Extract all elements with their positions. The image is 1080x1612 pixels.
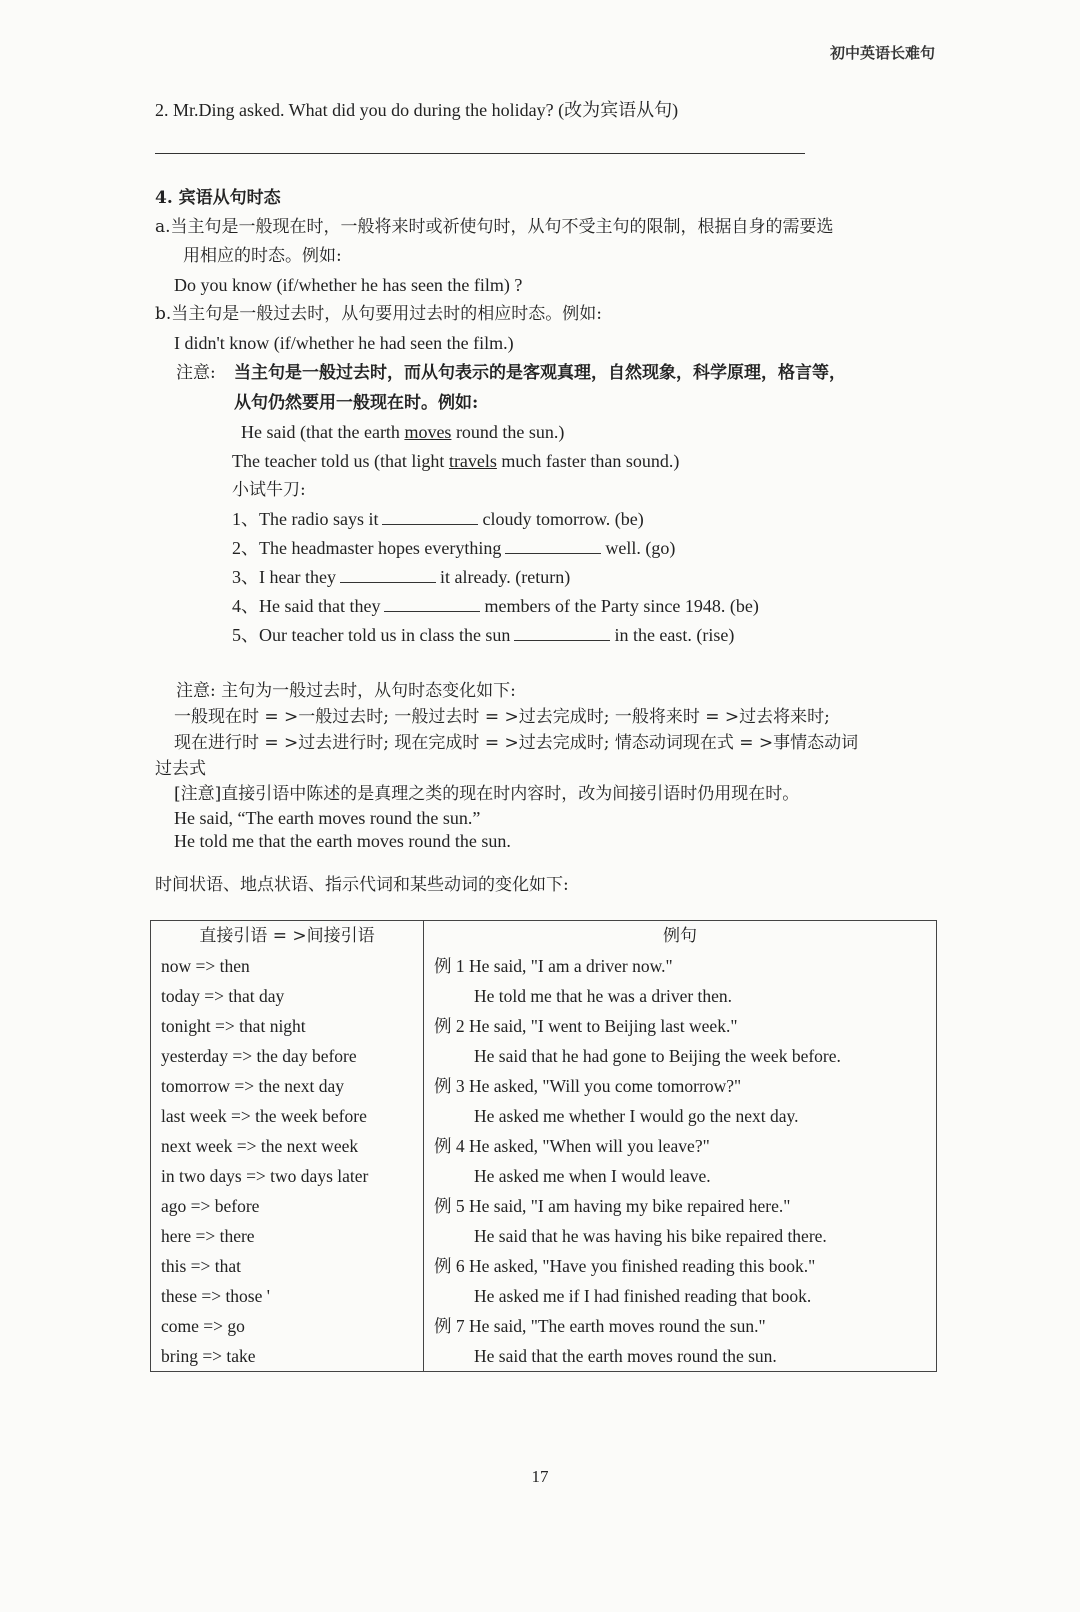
practice-item: 5、Our teacher told us in class the sun in the east. (rise): [232, 625, 735, 645]
rule-a-line2: 用相应的时态。例如:: [183, 246, 342, 266]
conversion-cell: yesterday => the day before: [151, 1041, 424, 1071]
table-row: [151, 1131, 937, 1161]
conversion-cell: here => there: [151, 1221, 424, 1251]
table-header-row: [151, 921, 937, 952]
table-row: [151, 1221, 937, 1251]
practice-item: 2、The headmaster hopes everything well. (go): [232, 538, 676, 558]
table-row: [151, 1281, 937, 1311]
conversion-cell: next week => the next week: [151, 1131, 424, 1161]
example-cell: He asked me whether I would go the next day.: [474, 1106, 799, 1126]
question-2: 2. Mr.Ding asked. What did you do during the holiday? (改为宾语从句): [155, 100, 679, 120]
table-row: [151, 1101, 937, 1131]
practice-item: 1、The radio says it cloudy tomorrow. (be): [232, 509, 644, 529]
example-cell: He told me that he was a driver then.: [474, 986, 733, 1006]
note-line1: 当主句是一般过去时，而从句表示的是客观真理，自然现象，科学原理，格言等，: [234, 363, 846, 383]
rule-a-line1: a.当主句是一般现在时，一般将来时或祈使句时，从句不受主句的限制，根据自身的需要选: [155, 217, 834, 237]
conversion-table: [150, 920, 937, 1372]
table-row: [151, 1191, 937, 1221]
page-header: 初中英语长难句: [829, 44, 935, 62]
table-row: [151, 1251, 937, 1281]
example-cell: He asked me if I had finished reading that book.: [474, 1286, 812, 1306]
answer-line: [155, 153, 805, 154]
example-cell: 例 6 He asked, "Have you finished reading this book.": [434, 1256, 816, 1276]
tense-note-line2: 一般现在时 = >一般过去时; 一般过去时 = >过去完成时; 一般将来时 = >过去将来时;: [174, 707, 830, 727]
table-row: [151, 1341, 937, 1372]
conversion-cell: bring => take: [151, 1341, 424, 1372]
rule-b-example: I didn't know (if/whether he had seen the film.): [174, 333, 514, 353]
example-cell: 例 3 He asked, "Will you come tomorrow?": [434, 1076, 742, 1096]
conversion-cell: in two days => two days later: [151, 1161, 424, 1191]
practice-item: 4、He said that they members of the Party since 1948. (be): [232, 596, 759, 616]
conversion-cell: tomorrow => the next day: [151, 1071, 424, 1101]
example-cell: He said that the earth moves round the sun.: [474, 1346, 777, 1366]
example-cell: He said that he was having his bike repaired there.: [474, 1226, 827, 1246]
example-cell: 例 5 He said, "I am having my bike repaired here.": [434, 1196, 791, 1216]
tense-note-line5: [注意]直接引语中陈述的是真理之类的现在时内容时，改为间接引语时仍用现在时。: [174, 784, 800, 804]
tense-note-line6: He said, “The earth moves round the sun.”: [174, 808, 481, 828]
conversion-cell: now => then: [151, 951, 424, 981]
conversion-cell: ago => before: [151, 1191, 424, 1221]
conversion-cell: last week => the week before: [151, 1101, 424, 1131]
table-row: [151, 951, 937, 981]
tense-note-line3: 现在进行时 = >过去进行时; 现在完成时 = >过去完成时; 情态动词现在式 = >事情态动词: [174, 733, 859, 753]
example-cell: He asked me when I would leave.: [474, 1166, 711, 1186]
tense-note-line7: He told me that the earth moves round the sun.: [174, 831, 511, 851]
tense-note-line1: 注意: 主句为一般过去时，从句时态变化如下:: [176, 681, 516, 701]
example-cell: 例 4 He asked, "When will you leave?": [434, 1136, 710, 1156]
table-row: [151, 1041, 937, 1071]
column-header: 例句: [663, 926, 697, 946]
note-label: 注意:: [176, 363, 216, 383]
example-cell: 例 2 He said, "I went to Beijing last week.": [434, 1016, 738, 1036]
note-line2: 从句仍然要用一般现在时。例如:: [234, 393, 479, 413]
conversion-cell: come => go: [151, 1311, 424, 1341]
table-row: [151, 1311, 937, 1341]
rule-b-line: b.当主句是一般过去时，从句要用过去时的相应时态。例如:: [155, 304, 603, 324]
rule-a-example: Do you know (if/whether he has seen the film) ?: [174, 275, 523, 295]
table-caption: 时间状语、地点状语、指示代词和某些动词的变化如下:: [155, 875, 569, 895]
note-example-1: He said (that the earth moves round the sun.): [241, 422, 565, 442]
practice-title: 小试牛刀:: [232, 480, 306, 500]
conversion-cell: this => that: [151, 1251, 424, 1281]
table-row: [151, 981, 937, 1011]
example-cell: He said that he had gone to Beijing the week before.: [474, 1046, 841, 1066]
practice-item: 3、I hear they it already. (return): [232, 567, 571, 587]
example-cell: 例 7 He said, "The earth moves round the sun.": [434, 1316, 766, 1336]
tense-note-line4: 过去式: [155, 759, 206, 779]
page-number: 17: [531, 1467, 549, 1486]
conversion-cell: tonight => that night: [151, 1011, 424, 1041]
column-header: 直接引语 = >间接引语: [151, 921, 424, 952]
table-row: [151, 1011, 937, 1041]
example-cell: 例 1 He said, "I am a driver now.": [434, 956, 673, 976]
note-example-2: The teacher told us (that light travels much faster than sound.): [232, 451, 680, 471]
conversion-cell: today => that day: [151, 981, 424, 1011]
section-heading: 4. 宾语从句时态: [155, 188, 281, 208]
conversion-cell: these => those ': [151, 1281, 424, 1311]
table-row: [151, 1071, 937, 1101]
table-row: [151, 1161, 937, 1191]
